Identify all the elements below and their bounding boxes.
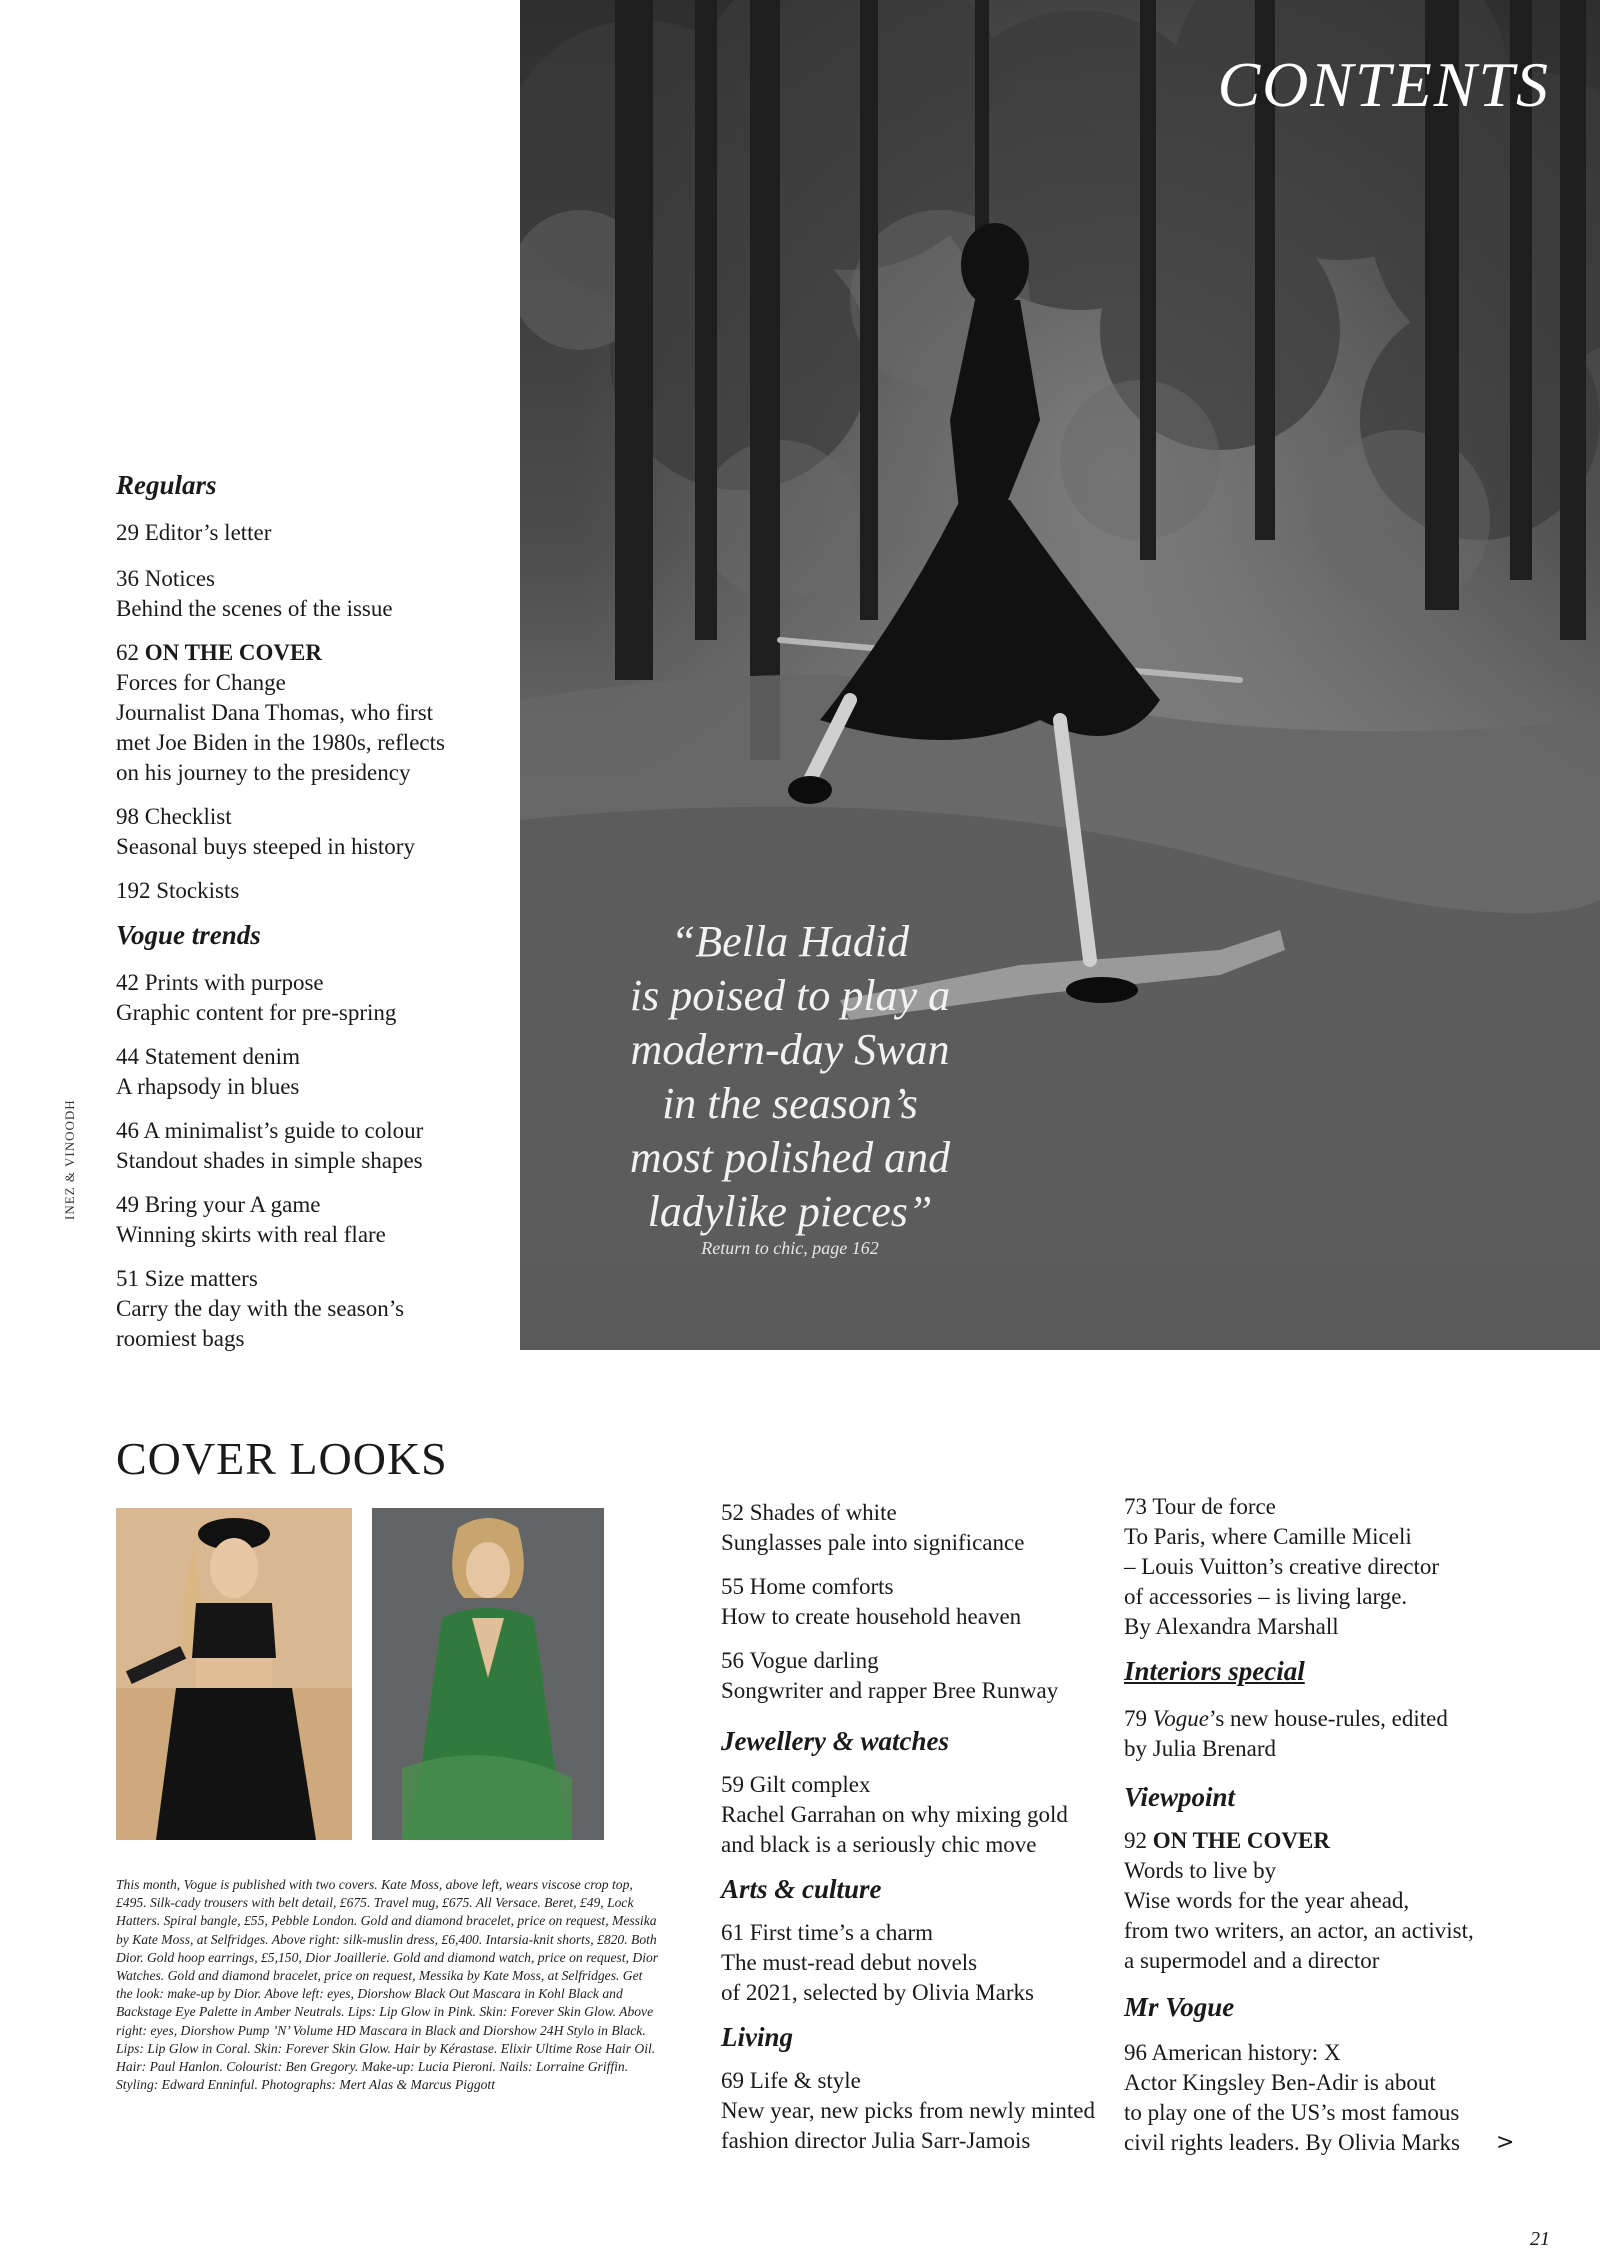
- pull-quote-line: “Bella Hadid: [670, 917, 910, 966]
- toc-entry[interactable]: [1124, 1704, 1524, 1764]
- entry-description: fashion director Julia Sarr-Jamois: [721, 2128, 1031, 2153]
- entry-title: A minimalist’s guide to colour: [143, 1118, 424, 1143]
- pull-quote-line: modern-day Swan: [630, 1025, 950, 1074]
- entry-page-number: 192: [116, 878, 151, 903]
- entry-page-number: 52: [721, 1500, 744, 1525]
- cover-looks-title: COVER LOOKS: [116, 1433, 448, 1484]
- entry-description: Carry the day with the season’s: [116, 1296, 405, 1321]
- entry-description: New year, new picks from newly minted: [721, 2098, 1095, 2123]
- entry-description: Songwriter and rapper Bree Runway: [721, 1678, 1059, 1703]
- entry-title: ON THE COVER: [1152, 1828, 1330, 1853]
- toc-entry[interactable]: [721, 1918, 1121, 2008]
- section-heading-living: Living: [721, 2022, 793, 2052]
- section-heading-viewpoint: Viewpoint: [1124, 1782, 1236, 1812]
- entry-title: Prints with purpose: [144, 970, 324, 995]
- entry-page-number: 73: [1124, 1494, 1147, 1519]
- entry-page-number: 98: [116, 804, 139, 829]
- entry-description: civil rights leaders. By Olivia Marks: [1124, 2130, 1460, 2155]
- section-heading-regulars: Regulars: [116, 470, 217, 500]
- entry-title: ON THE COVER: [144, 640, 322, 665]
- entry-title: Shades of white: [749, 1500, 897, 1525]
- toc-entry[interactable]: [721, 2066, 1121, 2156]
- entry-title: Vogue darling: [749, 1648, 879, 1673]
- entry-page-number: 69: [721, 2068, 744, 2093]
- entry-description: A rhapsody in blues: [116, 1074, 300, 1099]
- entry-page-number: 46: [116, 1118, 139, 1143]
- entry-page-number: 29: [116, 520, 139, 545]
- entry-title: Home comforts: [749, 1574, 894, 1599]
- toc-entry[interactable]: [1124, 1492, 1524, 1642]
- entry-title: First time’s a charm: [749, 1920, 934, 1945]
- entry-description: by Julia Brenard: [1124, 1736, 1277, 1761]
- entry-description: a supermodel and a director: [1124, 1948, 1380, 1973]
- entry-title: Editor’s letter: [144, 520, 272, 545]
- entry-page-number: 44: [116, 1044, 139, 1069]
- entry-page-number: 61: [721, 1920, 744, 1945]
- toc-entry[interactable]: [116, 1264, 516, 1354]
- entry-page-number: 42: [116, 970, 139, 995]
- entry-title: Size matters: [144, 1266, 258, 1291]
- toc-entry[interactable]: [116, 1190, 516, 1250]
- entry-description: To Paris, where Camille Miceli: [1124, 1524, 1412, 1549]
- entry-description: Graphic content for pre-spring: [116, 1000, 397, 1025]
- entry-title: Gilt complex: [749, 1772, 871, 1797]
- pull-quote-line: is poised to play a: [629, 971, 951, 1020]
- entry-page-number: 51: [116, 1266, 139, 1291]
- entry-description: – Louis Vuitton’s creative director: [1124, 1554, 1440, 1579]
- entry-description: of 2021, selected by Olivia Marks: [721, 1980, 1034, 2005]
- toc-entry[interactable]: [116, 638, 516, 788]
- pull-quote-page-reference[interactable]: Return to chic, page 162: [701, 1238, 879, 1258]
- entry-description: By Alexandra Marshall: [1124, 1614, 1339, 1639]
- pull-quote-line: ladylike pieces”: [647, 1187, 933, 1236]
- entry-page-number: 59: [721, 1772, 744, 1797]
- section-heading-mr-vogue: Mr Vogue: [1124, 1992, 1235, 2022]
- entry-page-number: 92: [1124, 1828, 1147, 1853]
- entry-description: Forces for Change: [116, 670, 286, 695]
- section-heading-vogue-trends: Vogue trends: [116, 920, 261, 950]
- entry-page-number: 62: [116, 640, 139, 665]
- entry-title: ’s new house-rules, edited: [1208, 1706, 1448, 1731]
- hero-photo: [520, 0, 1600, 1350]
- toc-entry[interactable]: [721, 1646, 1101, 1706]
- entry-description: Sunglasses pale into significance: [721, 1530, 1025, 1555]
- entry-description: roomiest bags: [116, 1326, 245, 1351]
- entry-page-number: 36: [116, 566, 139, 591]
- section-heading-arts-culture: Arts & culture: [721, 1874, 882, 1904]
- page-number: 21: [1530, 2228, 1550, 2250]
- toc-entry[interactable]: [116, 1042, 516, 1102]
- cover-looks-caption: This month, Vogue is published with two covers. Kate Moss, above left, wears viscose crop top, £495. Silk-cady trousers with belt detail, £675. Travel mug, £675. All Versace. Beret, £49, Lock Hatters. Spiral bangle, £55, Pebble London. Gold and diamond bracelet, price on request, Messika by Kate Moss, at Selfridges. Above right: silk-muslin dress, £6,400. Intarsia-knit shorts, £820. Both Dior. Gold hoop earrings, £5,150, Dior Joaillerie. Gold and diamond watch, price on request, Dior Watches. Gold and diamond bracelet, price on request, Messika by Kate Moss, at Selfridges. Get the look: make-up by Dior. Above left: eyes, Diorshow Black Out Mascara in Kohl Black and Backstage Eye Palette in Amber Neutrals. Lips: Lip Glow in Pink. Skin: Forever Skin Glow. Above right: eyes, Diorshow Pump ’N’ Volume HD Mascara in Black and Diorshow 24H Stylo in Black. Lips: Lip Glow in Coral. Skin: Forever Skin Glow. Hair by Kérastase. Elixir Ultime Rose Hair Oil. Hair: Paul Hanlon. Colourist: Ben Gregory. Make-up: Lucia Pieroni. Nails: Lorraine Griffin. Styling: Edward Enninful. Photographs: Mert Alas & Marcus Piggott: [116, 1877, 659, 2093]
- entry-description: Words to live by: [1124, 1858, 1277, 1883]
- entry-description: The must-read debut novels: [721, 1950, 978, 1975]
- contents-title: CONTENTS: [1217, 49, 1550, 120]
- toc-entry[interactable]: [1124, 1826, 1544, 1976]
- entry-description: met Joe Biden in the 1980s, reflects: [116, 730, 445, 755]
- entry-description: on his journey to the presidency: [116, 760, 411, 785]
- cover-image-right: [372, 1508, 604, 1840]
- next-page-arrow-icon[interactable]: >: [1496, 2130, 1515, 2155]
- entry-description: Actor Kingsley Ben-Adir is about: [1124, 2070, 1436, 2095]
- entry-description: Journalist Dana Thomas, who first: [116, 700, 434, 725]
- toc-entry[interactable]: [116, 564, 496, 624]
- section-heading-interiors-special: Interiors special: [1124, 1656, 1305, 1686]
- entry-title: Notices: [144, 566, 216, 591]
- entry-description: Wise words for the year ahead,: [1124, 1888, 1410, 1913]
- entry-page-number: 56: [721, 1648, 744, 1673]
- entry-description: How to create household heaven: [721, 1604, 1022, 1629]
- toc-entry[interactable]: [116, 1116, 516, 1176]
- entry-page-number: 55: [721, 1574, 744, 1599]
- pull-quote-line: most polished and: [629, 1133, 951, 1182]
- entry-description: Winning skirts with real flare: [116, 1222, 386, 1247]
- entry-title: Checklist: [144, 804, 232, 829]
- entry-description: of accessories – is living large.: [1124, 1584, 1408, 1609]
- toc-entry[interactable]: [116, 518, 496, 548]
- entry-title: Statement denim: [144, 1044, 300, 1069]
- entry-description: Seasonal buys steeped in history: [116, 834, 415, 859]
- toc-entry[interactable]: [1124, 2038, 1544, 2158]
- toc-entry[interactable]: [721, 1498, 1101, 1558]
- entry-title: American history: X: [1151, 2040, 1341, 2065]
- entry-description: Rachel Garrahan on why mixing gold: [721, 1802, 1068, 1827]
- section-heading-jewellery-watches: Jewellery & watches: [721, 1726, 949, 1756]
- toc-entry[interactable]: [721, 1572, 1101, 1632]
- toc-entry[interactable]: [721, 1770, 1121, 1860]
- entry-description: to play one of the US’s most famous: [1124, 2100, 1460, 2125]
- entry-title: Life & style: [749, 2068, 861, 2093]
- cover-right-illustration: [372, 1508, 604, 1840]
- pull-quote: [590, 915, 990, 1239]
- entry-title: Stockists: [156, 878, 240, 903]
- toc-entry[interactable]: [116, 802, 516, 862]
- entry-description: Standout shades in simple shapes: [116, 1148, 423, 1173]
- pull-quote-line: in the season’s: [662, 1079, 918, 1128]
- entry-description: and black is a seriously chic move: [721, 1832, 1037, 1857]
- entry-description: Behind the scenes of the issue: [116, 596, 393, 621]
- entry-title: Bring your A game: [144, 1192, 321, 1217]
- cover-image-left: [116, 1508, 352, 1840]
- entry-page-number: 49: [116, 1192, 139, 1217]
- entry-description: from two writers, an actor, an activist,: [1124, 1918, 1474, 1943]
- entry-title: Tour de force: [1152, 1494, 1276, 1519]
- toc-entry[interactable]: [116, 876, 496, 906]
- entry-title-vogue: Vogue: [1152, 1706, 1209, 1731]
- entry-page-number: 96: [1124, 2040, 1147, 2065]
- photo-credit: INEZ & VINOODH: [62, 1099, 77, 1220]
- cover-left-illustration: [116, 1508, 352, 1840]
- toc-entry[interactable]: [116, 968, 516, 1028]
- entry-page-number: 79: [1124, 1706, 1147, 1731]
